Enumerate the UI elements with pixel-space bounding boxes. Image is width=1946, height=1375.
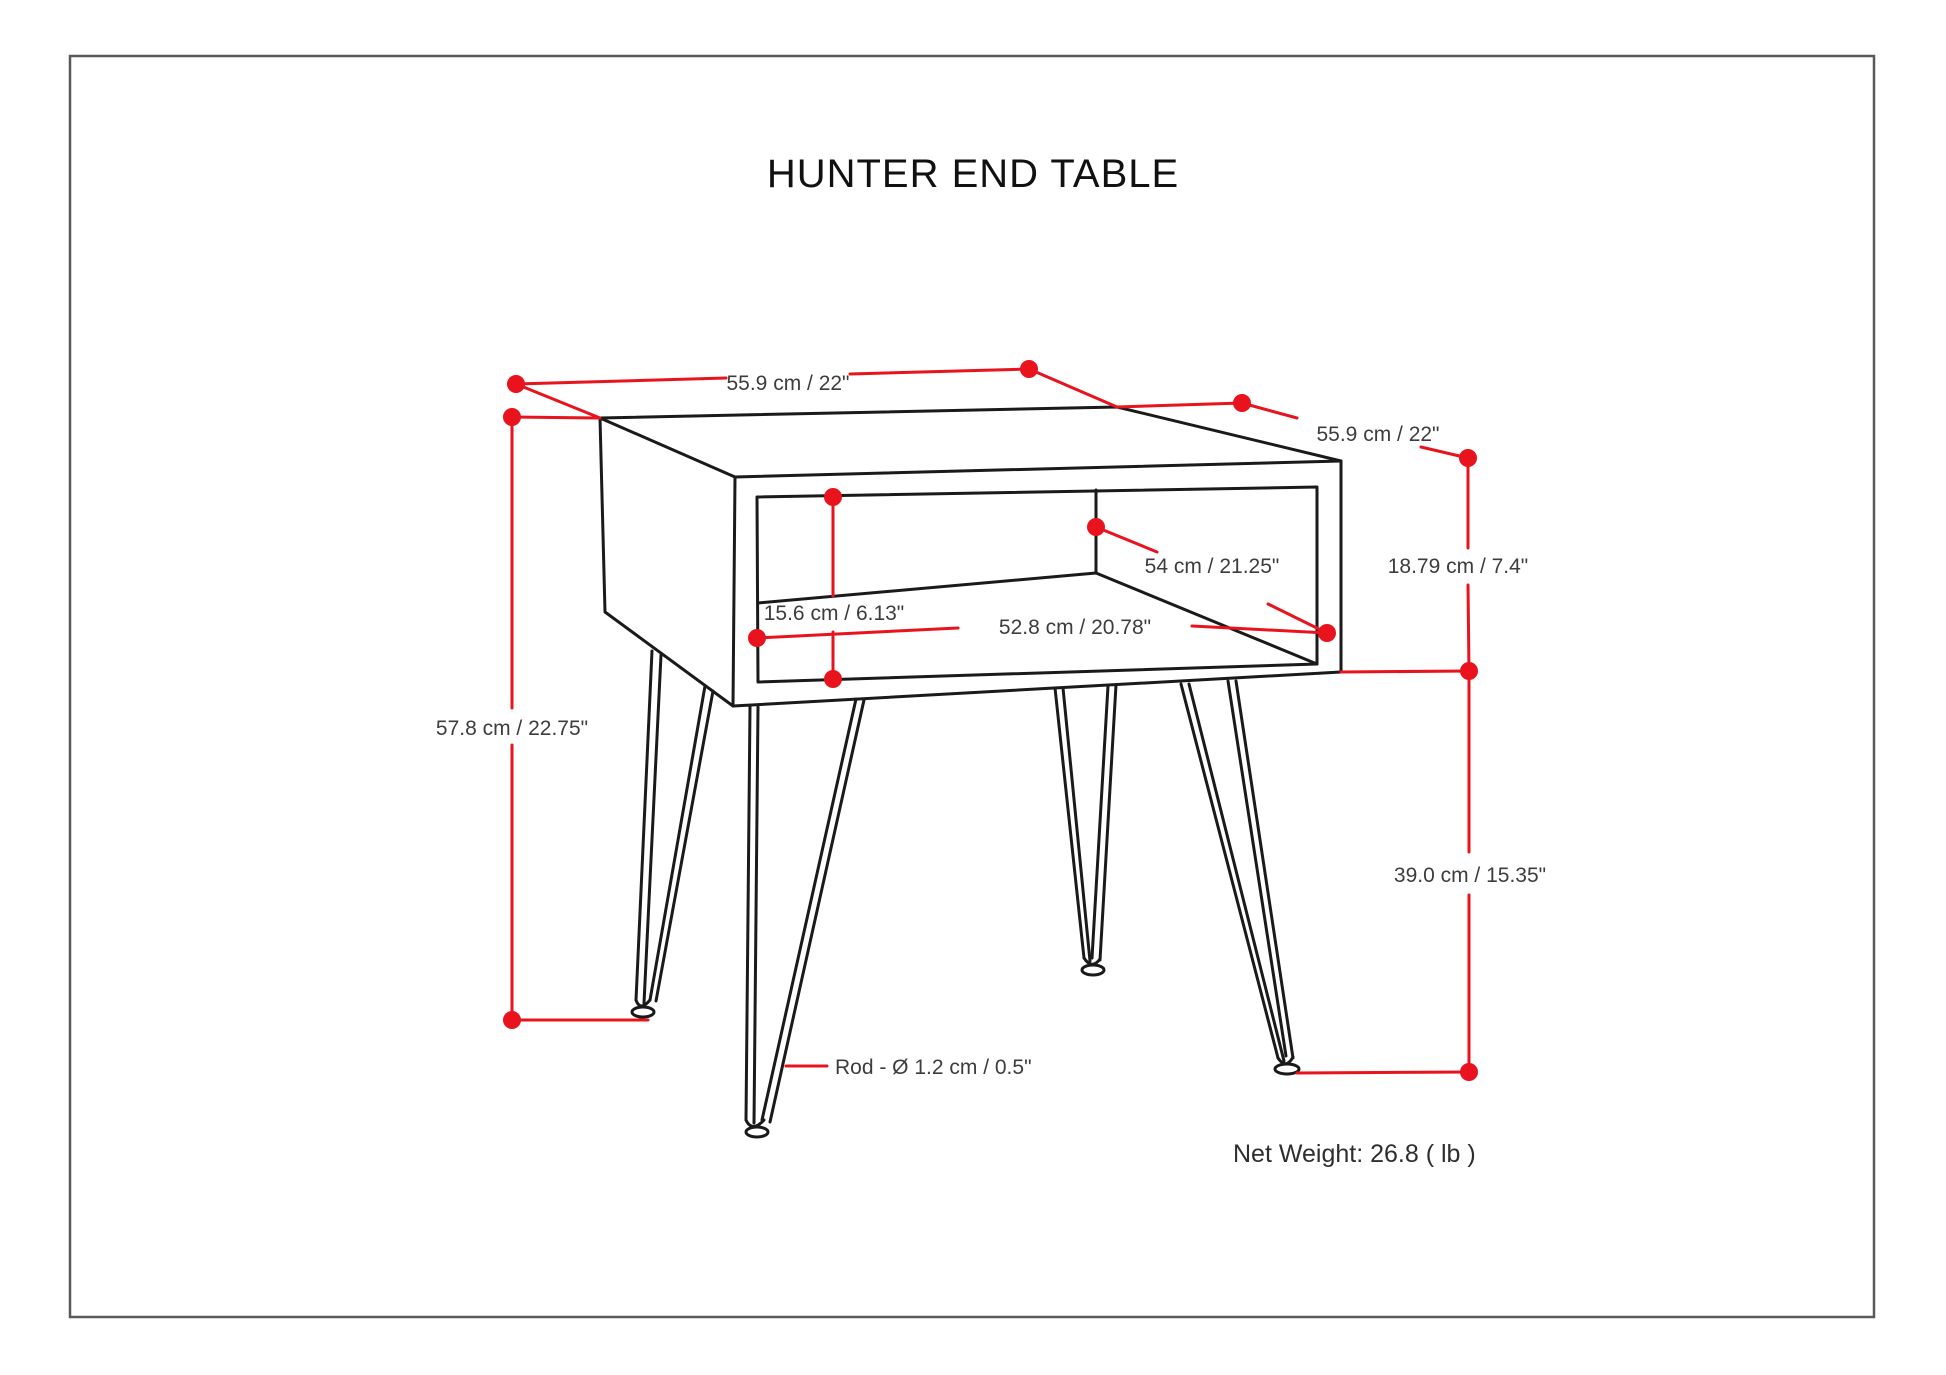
dim-opening-height — [824, 488, 842, 688]
dimension-dot — [1460, 662, 1478, 680]
dimension-dot — [1233, 394, 1251, 412]
page-border — [70, 56, 1874, 1317]
dim-top-width-label: 55.9 cm / 22" — [726, 372, 850, 395]
page-title: HUNTER END TABLE — [766, 152, 1180, 196]
table-left-panel — [600, 418, 735, 706]
dimension-dot — [1460, 1063, 1478, 1081]
dim-rod-label: Rod - Ø 1.2 cm / 0.5" — [835, 1056, 1032, 1079]
dimension-dot — [1020, 360, 1038, 378]
leg-foot — [746, 1127, 768, 1137]
net-weight-label: Net Weight: 26.8 ( lb ) — [1233, 1140, 1476, 1168]
dim-opening-width-label: 52.8 cm / 20.78" — [998, 616, 1152, 639]
leg-foot — [1082, 965, 1104, 975]
dimension-dot — [1459, 449, 1477, 467]
dim-overall-height-label: 57.8 cm / 22.75" — [435, 717, 589, 740]
dimension-dot — [503, 1011, 521, 1029]
hairpin-leg-back-right — [1055, 685, 1116, 975]
dim-top-depth-label: 55.9 cm / 22" — [1316, 423, 1440, 446]
dim-opening-depth-label: 54 cm / 21.25" — [1144, 555, 1280, 578]
shelf-opening — [757, 487, 1317, 682]
dimension-dot — [507, 375, 525, 393]
dimension-dot — [824, 670, 842, 688]
dimension-dot — [503, 408, 521, 426]
table-drawing — [600, 407, 1341, 1137]
hairpin-leg-back-left — [632, 651, 713, 1017]
dimension-dot — [748, 629, 766, 647]
dim-opening-height-label: 15.6 cm / 6.13" — [763, 602, 905, 625]
dimension-dot — [1087, 518, 1105, 536]
leg-foot — [1275, 1064, 1299, 1074]
leg-foot — [632, 1007, 654, 1017]
dim-right-height — [1297, 449, 1478, 1081]
table-top — [600, 407, 1341, 477]
dimension-dot — [824, 488, 842, 506]
dim-leg-height-label: 39.0 cm / 15.35" — [1393, 864, 1547, 887]
hairpin-leg-front-right — [1181, 681, 1299, 1074]
dim-apron-height-label: 18.79 cm / 7.4" — [1387, 555, 1529, 578]
